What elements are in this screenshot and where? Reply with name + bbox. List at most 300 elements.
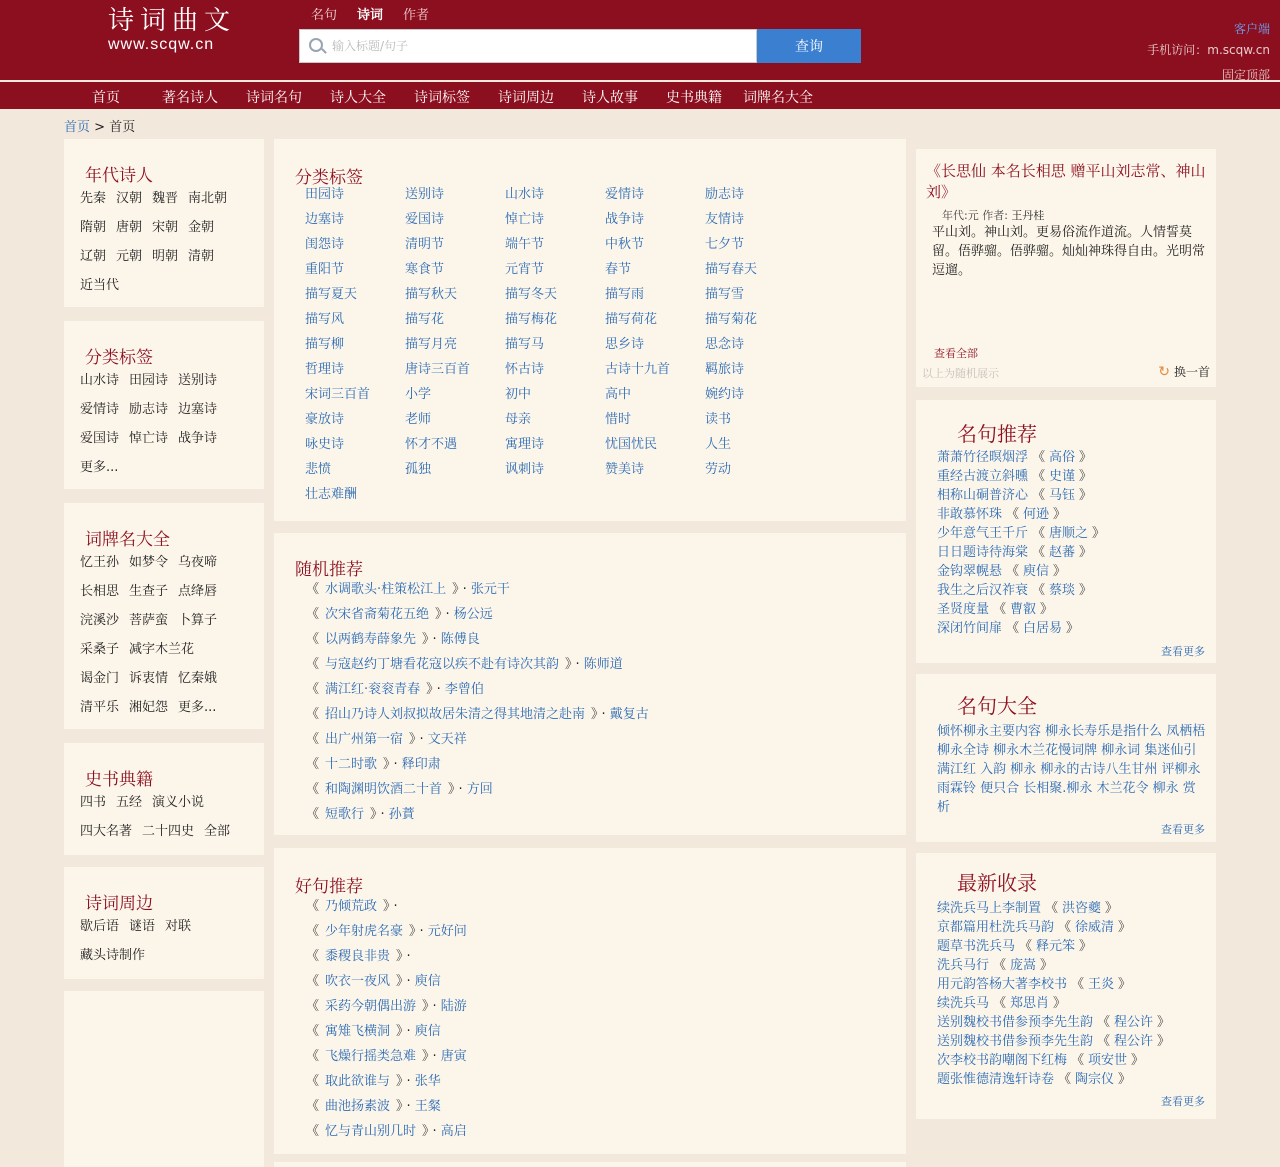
era-link[interactable]: 近当代	[80, 278, 120, 293]
line-link[interactable]: 次李校书韵嘲阁下红梅	[937, 1053, 1068, 1068]
dot-separator: ·	[419, 924, 424, 939]
dot-separator: ·	[406, 974, 411, 989]
client-link[interactable]: 客户端	[1233, 22, 1270, 36]
nav-poets[interactable]: 诗人大全	[330, 90, 386, 106]
random-list	[306, 580, 649, 830]
logo-text: 诗词曲文	[108, 6, 237, 36]
era-link[interactable]: 辽朝	[80, 249, 107, 264]
random-item	[306, 780, 649, 805]
random-panel	[274, 533, 906, 835]
good-line-item	[306, 1047, 467, 1072]
cipai-link[interactable]: 生查子	[129, 584, 169, 599]
category-tag-link[interactable]: 描写夏天	[305, 287, 358, 302]
line-link[interactable]: 金钩翠幌悬	[937, 564, 1003, 579]
poet-link[interactable]: 王炎	[1088, 977, 1115, 992]
quote-open: 《	[306, 807, 320, 822]
book-link[interactable]: 演义小说	[152, 795, 205, 810]
book-link[interactable]: 四大名著	[80, 824, 133, 839]
line-link[interactable]: 京都篇用杜洗兵马韵	[937, 920, 1055, 935]
poet-link[interactable]: 张元干	[470, 582, 510, 597]
poem-link[interactable]: 采药今朝偶出游	[325, 999, 417, 1014]
category-tag-link[interactable]: 婉约诗	[705, 387, 745, 402]
cipai-link[interactable]: 浣溪沙	[80, 613, 120, 628]
poet-link[interactable]: 白居易	[1023, 621, 1063, 636]
cipai-link[interactable]: 乌夜啼	[178, 555, 218, 570]
latest-item	[937, 1013, 1174, 1032]
line-link[interactable]: 用元韵答杨大著李校书	[937, 977, 1068, 992]
line-link[interactable]: 题张惟德清逸轩诗卷	[937, 1072, 1055, 1087]
good-line-item	[306, 972, 467, 997]
quote-close: 》	[591, 707, 598, 722]
quote-close: 》	[422, 999, 429, 1014]
category-tag-link[interactable]: 描写柳	[305, 337, 345, 352]
tag-link[interactable]: 田园诗	[129, 373, 169, 388]
line-link[interactable]: 相称山硐普济心	[937, 488, 1029, 503]
around-link[interactable]: 歇后语	[80, 919, 120, 934]
era-link[interactable]: 宋朝	[152, 220, 179, 235]
poem-card	[916, 149, 1216, 387]
poet-link[interactable]: 庾信	[1023, 564, 1050, 579]
era-row-4	[80, 274, 119, 293]
book-link[interactable]: 五经	[116, 795, 143, 810]
category-tag-link[interactable]: 战争诗	[605, 212, 645, 227]
era-link[interactable]: 元朝	[116, 249, 143, 264]
quote-open: 《	[306, 1099, 320, 1114]
poet-link[interactable]: 陈傅良	[440, 632, 480, 647]
category-tag-link[interactable]: 山水诗	[505, 187, 545, 202]
poem-link[interactable]: 寓雉飞横洞	[325, 1024, 391, 1039]
tags-row-4	[80, 456, 118, 475]
logo-url: www.scqw.cn	[108, 36, 215, 53]
quote-close: 》	[396, 1074, 403, 1089]
famous-line-item	[937, 486, 1109, 505]
poet-link[interactable]: 曹叡	[1010, 602, 1037, 617]
category-tag-link[interactable]: 描写冬天	[505, 287, 558, 302]
book-link[interactable]: 四书	[80, 795, 107, 810]
category-tag-link[interactable]: 描写秋天	[405, 287, 458, 302]
category-tag-link[interactable]: 描写月亮	[405, 337, 458, 352]
poet-link[interactable]: 项安世	[1088, 1053, 1128, 1068]
famous-daquan-title: 名句大全	[957, 694, 1037, 718]
category-tag-link[interactable]: 高中	[605, 387, 632, 402]
nav-around[interactable]: 诗词周边	[498, 90, 554, 106]
poem-link[interactable]: 和陶渊明饮酒二十首	[325, 782, 443, 797]
category-tag-link[interactable]: 初中	[505, 387, 532, 402]
quote-open: 《	[306, 924, 320, 939]
latest-item	[937, 994, 1174, 1013]
category-tag-link[interactable]: 小学	[405, 387, 432, 402]
poem-link[interactable]: 忆与青山别几时	[325, 1124, 417, 1139]
search-box	[299, 29, 757, 63]
category-tag-link[interactable]: 忧国忧民	[605, 437, 658, 452]
poet-link[interactable]: 庾信	[414, 974, 441, 989]
poet-link[interactable]: 高俗	[1049, 450, 1076, 465]
tag-link[interactable]: 战争诗	[178, 431, 218, 446]
quote-close: 》	[396, 1024, 403, 1039]
refresh-poem-button[interactable]	[1158, 363, 1210, 380]
breadcrumb-home[interactable]: 首页	[64, 120, 91, 135]
poet-link[interactable]: 方回	[466, 782, 493, 797]
random-item	[306, 580, 649, 605]
category-tag-link[interactable]: 劳动	[705, 462, 732, 477]
category-tag-link[interactable]: 惜时	[605, 412, 632, 427]
cipai-link[interactable]: 谒金门	[80, 671, 120, 686]
category-tag-link[interactable]: 描写风	[305, 312, 345, 327]
category-tag-link[interactable]: 描写马	[505, 337, 545, 352]
quote-open: 《	[306, 582, 320, 597]
tag-link[interactable]: 山水诗	[80, 373, 120, 388]
latest-item	[937, 937, 1174, 956]
category-tag-link[interactable]: 边塞诗	[305, 212, 345, 227]
quote-open: 《	[993, 602, 1007, 617]
category-tag-link[interactable]: 描写梅花	[505, 312, 558, 327]
category-tag-link[interactable]: 七夕节	[705, 237, 745, 252]
poem-link[interactable]: 招山乃诗人刘叔拟故居朱清之得其地清之赴南	[325, 707, 586, 722]
category-tag-link[interactable]: 赞美诗	[605, 462, 645, 477]
cipai-link[interactable]: 采桑子	[80, 642, 120, 657]
quote-open: 《	[1045, 901, 1059, 916]
famous-daquan-panel	[916, 674, 1216, 842]
latest-item	[937, 918, 1174, 937]
poem-link[interactable]: 曲池扬素波	[325, 1099, 391, 1114]
famous-lines-panel	[916, 400, 1216, 663]
poem-author[interactable]: 王丹桂	[1011, 209, 1045, 222]
quote-open: 《	[306, 607, 320, 622]
quote-open: 《	[306, 1049, 320, 1064]
poet-link[interactable]: 孙蕡	[388, 807, 415, 822]
line-link[interactable]: 我生之后汉祚衰	[937, 583, 1029, 598]
category-tag-link[interactable]: 母亲	[505, 412, 532, 427]
poem-link[interactable]: 出广州第一宿	[325, 732, 404, 747]
quote-open: 《	[1006, 507, 1020, 522]
quote-open: 《	[1032, 450, 1046, 465]
poem-link[interactable]: 与寇赵约丁塘看花寇以疾不赴有诗次其韵	[325, 657, 560, 672]
good-lines-title: 好句推荐	[295, 877, 363, 897]
category-tag-link[interactable]: 唐诗三百首	[405, 362, 471, 377]
quote-close: 》	[1079, 583, 1093, 598]
category-tag-link[interactable]: 描写雪	[705, 287, 745, 302]
line-link[interactable]: 日日题诗待海棠	[937, 545, 1029, 560]
refresh-icon: ↻	[1158, 363, 1170, 380]
quote-close: 》	[1066, 621, 1080, 636]
poet-link[interactable]: 赵蕃	[1049, 545, 1076, 560]
era-link[interactable]: 南北朝	[188, 191, 228, 206]
poem-link[interactable]: 次宋省斋菊花五绝	[325, 607, 430, 622]
cipai-link[interactable]: 忆王孙	[80, 555, 120, 570]
search-tab-mingju[interactable]: 名句	[311, 8, 338, 23]
poet-link[interactable]: 徐威清	[1075, 920, 1115, 935]
category-tag-link[interactable]: 闺怨诗	[305, 237, 345, 252]
category-tag-link[interactable]: 悲愤	[305, 462, 332, 477]
category-tag-link[interactable]: 春节	[605, 262, 632, 277]
famous-lines-title: 名句推荐	[957, 422, 1037, 446]
line-link[interactable]: 萧萧竹径暝烟浮	[937, 450, 1029, 465]
famous-lines-more[interactable]: 查看更多	[1161, 645, 1205, 658]
category-tag-link[interactable]: 端午节	[505, 237, 545, 252]
cipai-link[interactable]: 长相思	[80, 584, 120, 599]
poet-link[interactable]: 张华	[414, 1074, 441, 1089]
poet-link[interactable]: 蔡琰	[1049, 583, 1076, 598]
era-link[interactable]: 清朝	[188, 249, 215, 264]
quote-close: 》	[396, 949, 403, 964]
search-button[interactable]: 查询	[757, 29, 861, 63]
nav-stories[interactable]: 诗人故事	[582, 90, 638, 106]
around-row-1	[80, 915, 191, 934]
era-link[interactable]: 魏晋	[152, 191, 179, 206]
dot-separator: ·	[393, 899, 398, 914]
poet-link[interactable]: 唐寅	[440, 1049, 467, 1064]
nav-famous-poets[interactable]: 著名诗人	[162, 90, 218, 106]
poem-link[interactable]: 满江红·衮衮青春	[325, 682, 421, 697]
poet-link[interactable]: 高启	[440, 1124, 467, 1139]
category-tag-link[interactable]: 羁旅诗	[705, 362, 745, 377]
nav-famous-lines[interactable]: 诗词名句	[246, 90, 302, 106]
category-tag-link[interactable]: 老师	[405, 412, 432, 427]
line-link[interactable]: 续洗兵马上李制置	[937, 901, 1042, 916]
poem-link[interactable]: 取此欲谁与	[325, 1074, 391, 1089]
quote-close: 》	[1079, 469, 1093, 484]
poem-view-all[interactable]: 查看全部	[934, 347, 978, 360]
category-tag-link[interactable]: 描写荷花	[605, 312, 658, 327]
poem-link[interactable]: 吹衣一夜风	[325, 974, 391, 989]
category-tag-link[interactable]: 送别诗	[405, 187, 445, 202]
category-tag-link[interactable]: 咏史诗	[305, 437, 345, 452]
quote-open: 《	[306, 899, 320, 914]
cipai-link[interactable]: 湘妃怨	[129, 700, 169, 715]
cipai-row-2	[80, 580, 217, 599]
line-link[interactable]: 深闭竹间扉	[937, 621, 1003, 636]
line-link[interactable]: 少年意气王千斤	[937, 526, 1029, 541]
line-link[interactable]: 送别魏校书借参预李先生韵	[937, 1015, 1094, 1030]
search-tab-author[interactable]: 作者	[403, 8, 430, 23]
category-tag-link[interactable]: 悼亡诗	[505, 212, 545, 227]
book-link[interactable]: 全部	[204, 824, 231, 839]
book-link[interactable]: 二十四史	[142, 824, 195, 839]
dot-separator: ·	[406, 949, 411, 964]
tag-link[interactable]: 励志诗	[129, 402, 169, 417]
books-panel	[64, 743, 264, 855]
category-tag-link[interactable]: 思乡诗	[605, 337, 645, 352]
tag-link[interactable]: 悼亡诗	[129, 431, 169, 446]
poem-link[interactable]: 飞燥行摇类急难	[325, 1049, 417, 1064]
around-link[interactable]: 藏头诗制作	[80, 948, 146, 963]
latest-more[interactable]: 查看更多	[1161, 1095, 1205, 1108]
poem-link[interactable]: 十二时歌	[325, 757, 378, 772]
tag-link[interactable]: 边塞诗	[178, 402, 218, 417]
poem-link[interactable]: 黍稷良非贵	[325, 949, 391, 964]
category-tag-link[interactable]: 重阳节	[305, 262, 345, 277]
category-tag-link[interactable]: 豪放诗	[305, 412, 345, 427]
category-tag-link[interactable]: 描写菊花	[705, 312, 758, 327]
poet-link[interactable]: 陈师道	[583, 657, 623, 672]
category-tags-title: 分类标签	[295, 168, 363, 188]
around-link[interactable]: 对联	[165, 919, 192, 934]
quote-open: 《	[1097, 1034, 1111, 1049]
category-tag-link[interactable]: 读书	[705, 412, 732, 427]
quote-open: 《	[306, 757, 320, 772]
category-tags-grid	[305, 185, 805, 504]
category-tag-link[interactable]: 描写雨	[605, 287, 645, 302]
category-tag-link[interactable]: 人生	[705, 437, 732, 452]
category-tag-link[interactable]: 中秋节	[605, 237, 645, 252]
poem-link[interactable]: 水调歌头·柱策松江上	[325, 582, 447, 597]
category-tag-link[interactable]: 清明节	[405, 237, 445, 252]
poet-link[interactable]: 程公许	[1114, 1034, 1154, 1049]
era-link[interactable]: 金朝	[188, 220, 215, 235]
cipai-link[interactable]: 诉衷情	[129, 671, 169, 686]
line-link[interactable]: 重经古渡立斜曛	[937, 469, 1029, 484]
quote-open: 《	[1032, 583, 1046, 598]
good-line-item	[306, 947, 467, 972]
era-poets-title: 年代诗人	[85, 166, 153, 186]
line-link[interactable]: 洗兵马行	[937, 958, 990, 973]
poet-link[interactable]: 李曾伯	[444, 682, 484, 697]
cipai-link[interactable]: 忆秦娥	[178, 671, 218, 686]
poet-link[interactable]: 陶宗仪	[1075, 1072, 1115, 1087]
good-line-item	[306, 897, 467, 922]
quote-open: 《	[1006, 621, 1020, 636]
cipai-link[interactable]: 点绛唇	[178, 584, 218, 599]
poet-link[interactable]: 文天祥	[427, 732, 467, 747]
poet-link[interactable]: 马钰	[1049, 488, 1076, 503]
cipai-link[interactable]: 菩萨蛮	[129, 613, 169, 628]
nav-cipai[interactable]: 词牌名大全	[743, 90, 813, 106]
category-tag-link[interactable]: 怀古诗	[505, 362, 545, 377]
dot-separator: ·	[406, 1024, 411, 1039]
poet-link[interactable]: 庾信	[414, 1024, 441, 1039]
poet-link[interactable]: 程公许	[1114, 1015, 1154, 1030]
poem-text: 平山刘。神山刘。更易俗流作道流。人情誓莫留。俉骅骝。俉骅骝。灿灿神珠得自由。光明常逗遛。	[932, 225, 1206, 278]
famous-line-item	[937, 467, 1109, 486]
era-link[interactable]: 汉朝	[116, 191, 143, 206]
quote-close: 》	[1092, 526, 1106, 541]
dot-separator: ·	[432, 999, 437, 1014]
cipai-more-link[interactable]: 更多...	[178, 700, 217, 715]
poet-link[interactable]: 郑思肖	[1010, 996, 1050, 1011]
poet-link[interactable]: 何逊	[1023, 507, 1050, 522]
tag-link[interactable]: 爱情诗	[80, 402, 120, 417]
tag-link[interactable]: 送别诗	[178, 373, 218, 388]
tag-link[interactable]: 爱国诗	[80, 431, 120, 446]
poem-link[interactable]: 少年射虎名豪	[325, 924, 404, 939]
nav-books[interactable]: 史书典籍	[666, 90, 722, 106]
search-tab-shici[interactable]: 诗词	[357, 8, 384, 23]
line-link[interactable]: 续洗兵马	[937, 996, 990, 1011]
category-tag-link[interactable]: 古诗十九首	[605, 362, 671, 377]
quote-close: 》	[1157, 1015, 1171, 1030]
nav-tags[interactable]: 诗词标签	[414, 90, 470, 106]
category-tag-link[interactable]: 描写春天	[705, 262, 758, 277]
poet-link[interactable]: 洪咨夔	[1062, 901, 1102, 916]
line-link[interactable]: 送别魏校书借参预李先生韵	[937, 1034, 1094, 1049]
cipai-link[interactable]: 如梦令	[129, 555, 169, 570]
quote-open: 《	[306, 1074, 320, 1089]
famous-lines-list	[937, 448, 1109, 638]
poem-title[interactable]: 《长思仙 本名长相思 赠平山刘志常、神山刘》	[926, 162, 1206, 201]
category-tag-link[interactable]: 思念诗	[705, 337, 745, 352]
category-tag-link[interactable]: 田园诗	[305, 187, 345, 202]
nav-home[interactable]: 首页	[92, 90, 120, 106]
poet-link[interactable]: 杨公远	[453, 607, 493, 622]
quote-open: 《	[993, 958, 1007, 973]
category-tag-link[interactable]: 爱国诗	[405, 212, 445, 227]
category-tag-link[interactable]: 元宵节	[505, 262, 545, 277]
category-tag-link[interactable]: 讽刺诗	[505, 462, 545, 477]
poet-link[interactable]: 元好问	[427, 924, 467, 939]
fix-top-link[interactable]: 固定顶部	[1221, 68, 1270, 82]
quote-close: 》	[370, 807, 377, 822]
poem-link[interactable]: 短歌行	[325, 807, 365, 822]
poem-link[interactable]: 以两鹤寿薛象先	[325, 632, 417, 647]
tags-more-link[interactable]: 更多...	[80, 460, 119, 475]
line-link[interactable]: 题草书洗兵马	[937, 939, 1016, 954]
category-tag-link[interactable]: 寓理诗	[505, 437, 545, 452]
random-item	[306, 680, 649, 705]
latest-title: 最新收录	[957, 871, 1037, 895]
breadcrumb-separator: >	[94, 120, 106, 135]
poet-link[interactable]: 王粲	[414, 1099, 441, 1114]
line-link[interactable]: 非敢慕怀珠	[937, 507, 1003, 522]
quote-close: 》	[422, 1049, 429, 1064]
quote-close: 》	[1053, 564, 1067, 579]
around-link[interactable]: 谜语	[129, 919, 156, 934]
category-tag-link[interactable]: 友情诗	[705, 212, 745, 227]
quote-open: 《	[306, 782, 320, 797]
cipai-link[interactable]: 卜算子	[178, 613, 218, 628]
poet-link[interactable]: 陆游	[440, 999, 467, 1014]
famous-line-item	[937, 448, 1109, 467]
cipai-link[interactable]: 清平乐	[80, 700, 120, 715]
category-tag-link[interactable]: 孤独	[405, 462, 432, 477]
category-tag-link[interactable]: 壮志难酬	[305, 487, 358, 502]
famous-line-item	[937, 619, 1109, 638]
poet-link[interactable]: 释元笨	[1036, 939, 1076, 954]
random-item	[306, 705, 649, 730]
category-tag-link[interactable]: 描写花	[405, 312, 445, 327]
era-link[interactable]: 唐朝	[116, 220, 143, 235]
quote-close: 》	[409, 732, 416, 747]
famous-daquan-text[interactable]: 倾怀柳永主要内容 柳永长寿乐是指什么 凤栖梧柳永全诗 柳永木兰花慢词牌 柳永词 集迷仙引 满江红 入韵 柳永 柳永的古诗八生甘州 评柳永雨霖铃 便只合 长相聚.柳永 木兰花令 柳永 赏析	[937, 724, 1206, 815]
famous-daquan-more[interactable]: 查看更多	[1161, 823, 1205, 836]
poet-link[interactable]: 唐顺之	[1049, 526, 1089, 541]
category-tag-link[interactable]: 寒食节	[405, 262, 445, 277]
random-item	[306, 755, 649, 780]
era-link[interactable]: 先秦	[80, 191, 107, 206]
category-tag-link[interactable]: 怀才不遇	[405, 437, 458, 452]
quote-open: 《	[1032, 488, 1046, 503]
category-tag-link[interactable]: 爱情诗	[605, 187, 645, 202]
poet-link[interactable]: 释印肃	[401, 757, 441, 772]
poet-link[interactable]: 戴复古	[609, 707, 649, 722]
category-tag-link[interactable]: 励志诗	[705, 187, 745, 202]
poet-link[interactable]: 庞嵩	[1010, 958, 1037, 973]
dot-separator: ·	[432, 1049, 437, 1064]
category-tag-link[interactable]: 宋词三百首	[305, 387, 371, 402]
poem-link[interactable]: 乃倾荒政	[325, 899, 378, 914]
site-logo[interactable]	[108, 6, 248, 60]
quote-close: 》	[1079, 488, 1093, 503]
line-link[interactable]: 圣贤度量	[937, 602, 990, 617]
search-tabs	[311, 4, 429, 23]
quote-open: 《	[306, 732, 320, 747]
category-tag-link[interactable]: 哲理诗	[305, 362, 345, 377]
era-link[interactable]: 隋朝	[80, 220, 107, 235]
random-item	[306, 605, 649, 630]
cipai-link[interactable]: 减字木兰花	[129, 642, 195, 657]
era-link[interactable]: 明朝	[152, 249, 179, 264]
search-input[interactable]	[332, 30, 752, 62]
poet-link[interactable]: 史谨	[1049, 469, 1076, 484]
